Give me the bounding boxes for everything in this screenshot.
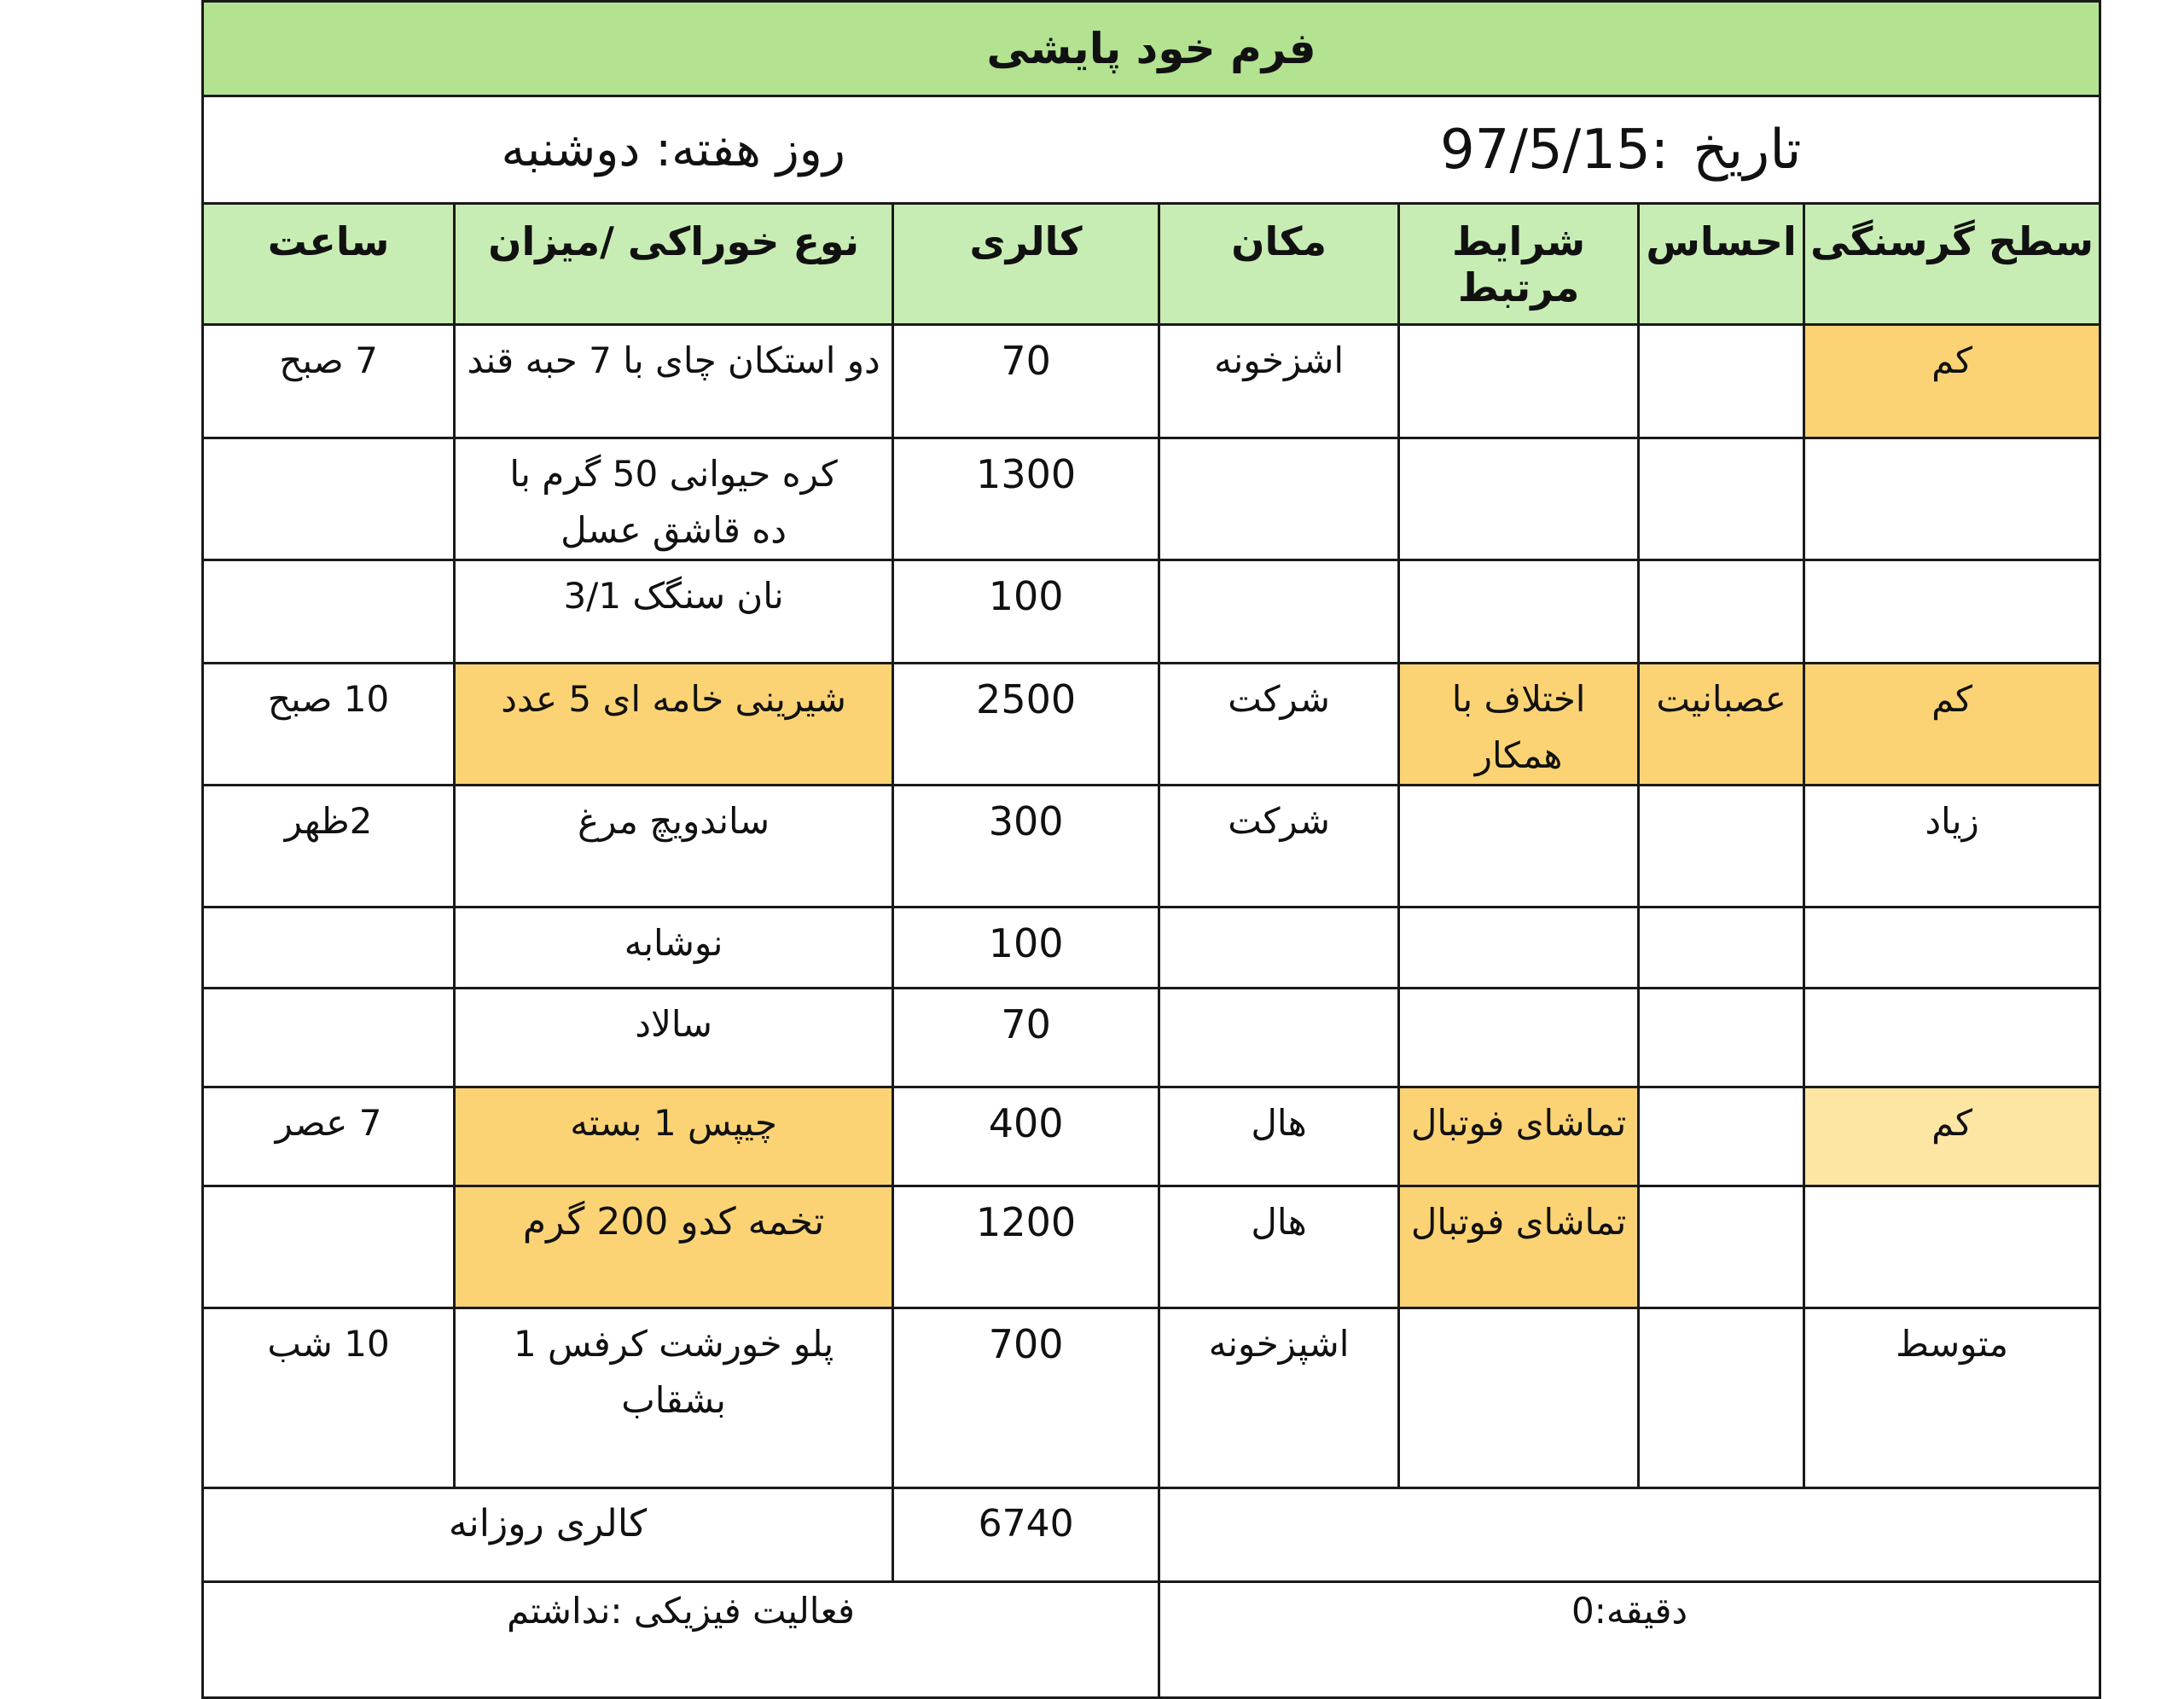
calories-cell: 1200 <box>893 1186 1159 1308</box>
calories-cell: 70 <box>893 989 1159 1087</box>
header-row <box>203 204 2100 325</box>
calories-cell: 300 <box>893 786 1159 907</box>
food-log-table <box>201 0 2101 1699</box>
table-row <box>203 1087 2100 1186</box>
food-cell: کره حیوانی 50 گرم با ده قاشق عسل <box>455 438 893 560</box>
table-row <box>203 664 2100 786</box>
table-row <box>203 1186 2100 1308</box>
food-cell: شیرینی خامه ای 5 عدد <box>455 664 893 786</box>
header-calories: کالری <box>893 204 1159 325</box>
food-cell: ساندویچ مرغ <box>455 786 893 907</box>
daily-calories-label: کالری روزانه <box>203 1488 893 1582</box>
food-cell: چیپس 1 بسته <box>455 1087 893 1186</box>
conditions-cell <box>1399 560 1639 664</box>
food-cell: پلو خورشت کرفس 1 بشقاب <box>455 1308 893 1488</box>
table-row <box>203 786 2100 907</box>
header-place: مکان <box>1159 204 1399 325</box>
hunger-cell: متوسط <box>1804 1308 2100 1488</box>
form-title: فرم خود پایشی <box>203 2 2100 96</box>
hunger-cell: کم <box>1804 1087 2100 1186</box>
table-row <box>203 325 2100 438</box>
feeling-cell <box>1639 989 1804 1087</box>
hunger-cell <box>1804 1186 2100 1308</box>
place-cell <box>1159 907 1399 989</box>
activity-minutes: دقیقه:0 <box>1159 1582 2100 1698</box>
calories-cell: 400 <box>893 1087 1159 1186</box>
place-cell <box>1159 989 1399 1087</box>
hunger-cell: کم <box>1804 325 2100 438</box>
date-group <box>1440 119 1802 182</box>
time-cell <box>203 907 455 989</box>
food-cell: نوشابه <box>455 907 893 989</box>
conditions-cell: اختلاف با همکار <box>1399 664 1639 786</box>
feeling-cell <box>1639 1186 1804 1308</box>
place-cell <box>1159 438 1399 560</box>
time-cell <box>203 1186 455 1308</box>
conditions-cell <box>1399 325 1639 438</box>
food-cell: دو استکان چای با 7 حبه قند <box>455 325 893 438</box>
physical-activity: فعالیت فیزیکی :نداشتم <box>203 1582 1159 1698</box>
feeling-cell <box>1639 560 1804 664</box>
time-cell: 7 عصر <box>203 1087 455 1186</box>
place-cell: شرکت <box>1159 786 1399 907</box>
activity-row <box>203 1582 2100 1698</box>
date-label: تاریخ <box>1693 118 1802 182</box>
feeling-cell <box>1639 325 1804 438</box>
conditions-cell <box>1399 438 1639 560</box>
food-cell: سالاد <box>455 989 893 1087</box>
table-row <box>203 907 2100 989</box>
calories-cell: 1300 <box>893 438 1159 560</box>
place-cell: اشپزخونه <box>1159 1308 1399 1488</box>
conditions-cell <box>1399 907 1639 989</box>
header-conditions: شرایط مرتبط <box>1399 204 1639 325</box>
calories-cell: 2500 <box>893 664 1159 786</box>
place-cell: هال <box>1159 1186 1399 1308</box>
conditions-cell <box>1399 989 1639 1087</box>
calories-cell: 100 <box>893 907 1159 989</box>
time-cell <box>203 438 455 560</box>
food-cell: نان سنگک 3/1 <box>455 560 893 664</box>
header-feeling: احساس <box>1639 204 1804 325</box>
place-cell <box>1159 560 1399 664</box>
conditions-cell <box>1399 786 1639 907</box>
feeling-cell <box>1639 438 1804 560</box>
table-row <box>203 560 2100 664</box>
food-cell: تخمه کدو 200 گرم <box>455 1186 893 1308</box>
daily-calories-value: 6740 <box>893 1488 1159 1582</box>
total-row <box>203 1488 2100 1582</box>
conditions-cell <box>1399 1308 1639 1488</box>
feeling-cell <box>1639 786 1804 907</box>
day-label: روز هفته: <box>655 122 845 177</box>
day-group <box>502 122 845 177</box>
time-cell: 10 صبح <box>203 664 455 786</box>
time-cell: 2ظهر <box>203 786 455 907</box>
place-cell: هال <box>1159 1087 1399 1186</box>
hunger-cell <box>1804 989 2100 1087</box>
header-food: نوع خوراکی /میزان <box>455 204 893 325</box>
table-row <box>203 438 2100 560</box>
feeling-cell <box>1639 1087 1804 1186</box>
conditions-cell: تماشای فوتبال <box>1399 1186 1639 1308</box>
table-row <box>203 989 2100 1087</box>
time-cell: 10 شب <box>203 1308 455 1488</box>
time-cell <box>203 560 455 664</box>
header-time: ساعت <box>203 204 455 325</box>
time-cell: 7 صبح <box>203 325 455 438</box>
self-monitoring-form <box>201 0 2099 1699</box>
date-value: 97/5/15: <box>1439 118 1670 182</box>
conditions-cell: تماشای فوتبال <box>1399 1087 1639 1186</box>
calories-cell: 70 <box>893 325 1159 438</box>
header-hunger: سطح گرسنگی <box>1804 204 2100 325</box>
feeling-cell <box>1639 1308 1804 1488</box>
calories-cell: 100 <box>893 560 1159 664</box>
feeling-cell: عصبانیت <box>1639 664 1804 786</box>
table-row <box>203 1308 2100 1488</box>
time-cell <box>203 989 455 1087</box>
hunger-cell: زیاد <box>1804 786 2100 907</box>
calories-cell: 700 <box>893 1308 1159 1488</box>
hunger-cell <box>1804 907 2100 989</box>
hunger-cell <box>1804 438 2100 560</box>
hunger-cell: کم <box>1804 664 2100 786</box>
place-cell: شرکت <box>1159 664 1399 786</box>
total-empty-cell <box>1159 1488 2100 1582</box>
place-cell: اشزخونه <box>1159 325 1399 438</box>
date-day-row <box>203 96 2100 204</box>
hunger-cell <box>1804 560 2100 664</box>
feeling-cell <box>1639 907 1804 989</box>
day-value: دوشنبه <box>501 122 641 177</box>
